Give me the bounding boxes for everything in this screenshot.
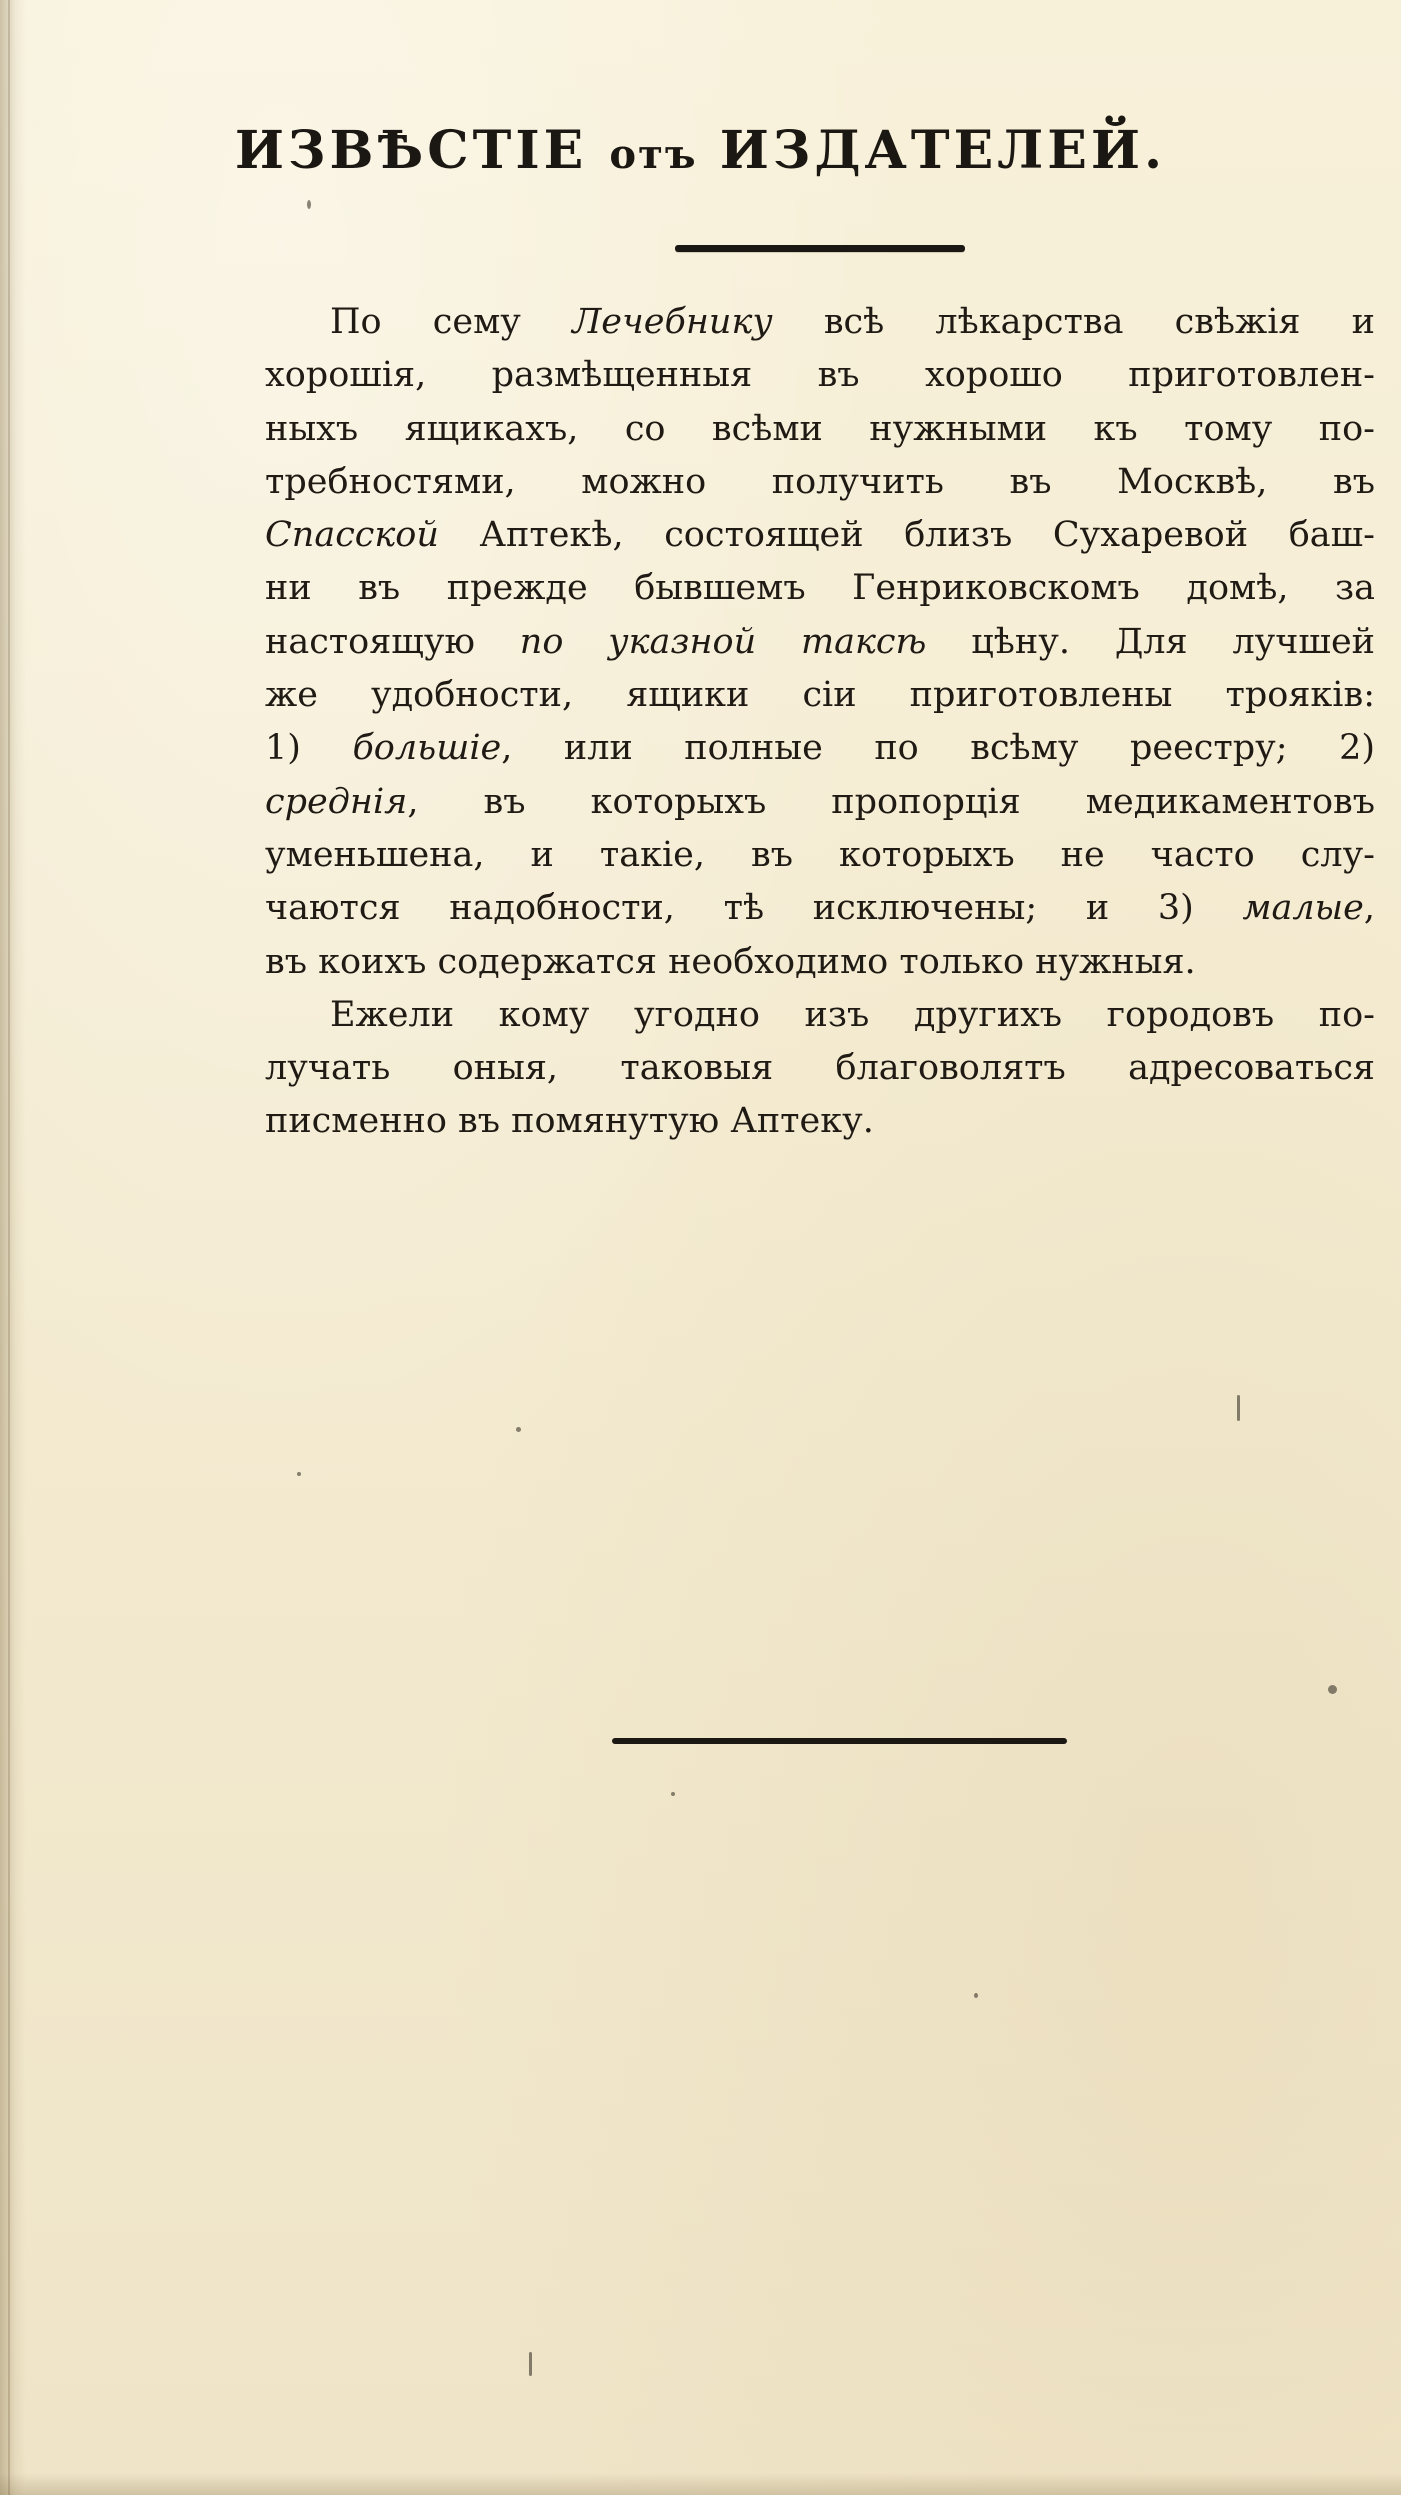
- text-run: , или полные по всѣму реестру; 2): [501, 728, 1375, 769]
- text-run: уменьшена, и такіе, въ которыхъ не часто слу-: [265, 834, 1375, 875]
- italic-text-run: среднія: [265, 781, 408, 822]
- text-run: , въ которыхъ пропорція медикаментовъ: [407, 781, 1375, 822]
- italic-text-run: большіе: [352, 728, 502, 769]
- text-line: [265, 349, 1375, 402]
- italic-text-run: по указной таксѣ: [519, 621, 927, 662]
- end-divider: [612, 1738, 1067, 1744]
- italic-text-run: малые: [1242, 888, 1364, 929]
- text-run: лучать оныя, таковыя благоволятъ адресоваться: [265, 1048, 1375, 1089]
- text-run: ,: [1363, 888, 1375, 929]
- italic-text-run: Лечебнику: [572, 302, 773, 342]
- heading-word-1: ИЗВѢСТІЕ: [234, 120, 588, 181]
- text-run: ни въ прежде бывшемъ Генриковскомъ домѣ, за: [265, 568, 1375, 609]
- text-line: [265, 616, 1375, 669]
- text-run: настоящую: [265, 621, 520, 662]
- text-line: [265, 509, 1375, 562]
- text-run: По сему: [330, 302, 573, 342]
- text-line: [265, 829, 1375, 882]
- text-run: чаются надобности, тѣ исключены; и 3): [265, 888, 1243, 929]
- text-line: [265, 1042, 1375, 1095]
- text-line: [265, 562, 1375, 615]
- notice-text: [265, 296, 1375, 1149]
- ink-speck: [1237, 1395, 1240, 1421]
- heading-word-2: отъ: [609, 131, 698, 178]
- text-line: [265, 456, 1375, 509]
- paragraph-1: [265, 296, 1375, 989]
- text-run: писменно въ помянутую Аптеку.: [265, 1101, 874, 1142]
- page-binding-shadow: [0, 0, 26, 2495]
- text-line: [265, 882, 1375, 935]
- text-line: [265, 776, 1375, 829]
- text-line: [265, 296, 1375, 349]
- ink-speck: [297, 1472, 301, 1476]
- text-run: цѣну. Для лучшей: [926, 621, 1375, 662]
- text-run: 1): [265, 728, 353, 769]
- page-bottom-shadow: [0, 2473, 1401, 2495]
- text-run: Аптекѣ, состоящей близъ Сухаревой баш-: [438, 515, 1375, 556]
- text-line: [265, 669, 1375, 722]
- ink-speck: [516, 1427, 521, 1432]
- italic-text-run: Спасской: [265, 515, 439, 556]
- text-run: всѣ лѣкарства свѣжія и: [772, 302, 1375, 342]
- text-line: [265, 1095, 1375, 1148]
- text-run: требностями, можно получить въ Москвѣ, въ: [265, 461, 1375, 502]
- ink-speck: [1328, 1685, 1337, 1694]
- heading-divider: [675, 245, 965, 252]
- text-run: же удобности, ящики сіи приготовлены трояків:: [265, 675, 1375, 716]
- text-line: [265, 722, 1375, 775]
- text-line: [265, 936, 1375, 989]
- text-run: ныхъ ящикахъ, со всѣми нужными къ тому по-: [265, 408, 1375, 449]
- ink-speck: [307, 200, 311, 209]
- paragraph-2: [265, 989, 1375, 1149]
- text-line: [265, 403, 1375, 456]
- ink-speck: [529, 2352, 532, 2376]
- text-run: хорошія, размѣщенныя въ хорошо приготовлен-: [265, 355, 1375, 396]
- ink-speck: [671, 1792, 675, 1796]
- heading-word-3: ИЗДАТЕЛЕЙ.: [719, 120, 1167, 181]
- ink-speck: [974, 1993, 978, 1998]
- text-line: [265, 989, 1375, 1042]
- page-heading: [0, 120, 1401, 181]
- text-run: Ежели кому угодно изъ другихъ городовъ по-: [330, 994, 1375, 1035]
- text-run: въ коихъ содержатся необходимо только нужныя.: [265, 941, 1196, 982]
